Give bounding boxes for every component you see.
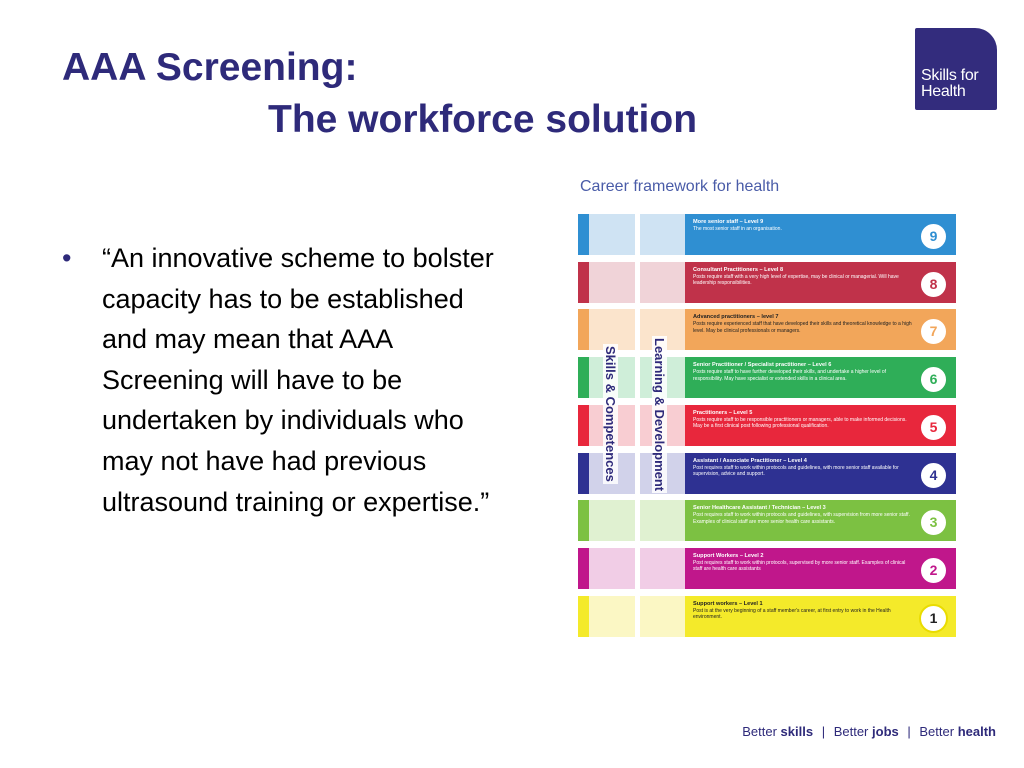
level-title: Practitioners – Level 5	[693, 409, 753, 416]
level-title: Support workers – Level 1	[693, 600, 763, 607]
level-band	[685, 548, 956, 589]
level-column-learning	[640, 548, 685, 589]
footer-better-2: Better	[833, 724, 869, 739]
level-band	[685, 596, 956, 637]
level-description: Post requires staff to work within protocols and guidelines, with supervision from more senior staff. Examples of clinical staff are more senior health care assistants.	[693, 512, 910, 525]
skills-competences-label: Learning & Development	[652, 338, 667, 492]
footer-jobs: jobs	[872, 724, 899, 739]
learning-development-label: Skills & Competences	[603, 346, 618, 482]
level-number-badge: 7	[919, 317, 948, 346]
level-stripe	[578, 453, 589, 494]
logo-line-2: Health	[921, 83, 966, 100]
level-column-learning	[640, 262, 685, 303]
level-description: Post requires staff to work within protocols, supervised by more senior staff. Examples of clinical staff are health care assistants	[693, 559, 906, 573]
logo-line-1: Skills for	[921, 67, 979, 84]
level-stripe	[578, 596, 589, 637]
level-description: The most senior staff in an organisation.	[693, 226, 782, 232]
title-line-1: AAA Screening:	[62, 46, 358, 89]
level-number-badge: 9	[919, 222, 948, 251]
level-title: Assistant / Associate Practitioner – Level 4	[693, 457, 807, 464]
framework-level-8	[578, 262, 956, 303]
level-number-badge: 2	[919, 556, 948, 585]
level-title: Senior Healthcare Assistant / Technician – Level 3	[693, 505, 826, 512]
framework-level-7	[578, 309, 956, 350]
level-description: Posts require staff to be responsible practitioners or managers, able to make informed decisions. May be a first clinical post following professional qualification.	[693, 416, 907, 430]
level-stripe	[578, 548, 589, 589]
footer-health: health	[957, 724, 996, 739]
framework-level-3	[578, 500, 956, 541]
footer-skills: skills	[780, 724, 814, 739]
footer-separator-2: |	[907, 724, 911, 739]
level-title: More senior staff – Level 9	[693, 219, 764, 225]
slide-title	[62, 42, 802, 146]
framework-level-6	[578, 357, 956, 398]
level-title: Consultant Practitioners – Level 8	[693, 266, 784, 273]
level-number-badge: 1	[919, 604, 948, 633]
level-stripe	[578, 500, 589, 541]
level-band	[685, 262, 956, 303]
level-number-badge: 6	[919, 365, 948, 394]
footer-tagline	[742, 724, 996, 739]
level-description: Posts require experienced staff that have developed their skills and theoretical knowledge to a high level. May be clinical professionals or managers.	[693, 321, 912, 334]
career-framework-diagram	[578, 210, 956, 640]
level-title: Senior Practitioner / Specialist practitioner – Level 6	[693, 362, 832, 369]
level-description: Posts require staff to have further developed their skills, and undertake a higher level of responsibility. May have specialist or extended skills in a clinical area.	[693, 369, 887, 382]
level-stripe	[578, 357, 589, 398]
level-description: Post requires staff to work within protocols and guidelines, with more senior staff available for supervision, advice and support.	[693, 464, 899, 477]
level-band	[685, 500, 956, 541]
level-column-learning	[640, 214, 685, 255]
title-line-2: The workforce solution	[268, 98, 698, 141]
level-description: Posts require staff with a very high level of expertise, may be clinical or managerial. Will have leadership responsibilities.	[693, 273, 899, 287]
framework-level-1	[578, 596, 956, 637]
level-number-badge: 3	[919, 508, 948, 537]
level-column-skills	[589, 596, 635, 637]
level-column-learning	[640, 596, 685, 637]
level-band	[685, 453, 956, 494]
level-description: Post is at the very beginning of a staff member's career, at first entry to work in the Health environment.	[693, 607, 891, 620]
level-number-badge: 8	[919, 270, 948, 299]
level-title: Support Workers – Level 2	[693, 552, 764, 559]
level-stripe	[578, 405, 589, 446]
level-column-learning	[640, 500, 685, 541]
level-stripe	[578, 309, 589, 350]
level-band	[685, 357, 956, 398]
level-band	[685, 214, 956, 255]
framework-level-9	[578, 214, 956, 255]
level-stripe	[578, 262, 589, 303]
footer-better-1: Better	[742, 724, 777, 739]
bullet-text: “An innovative scheme to bolster capacity has to be established and may mean that AAA Screening will have to be undertaken by individuals who may not have had previous ultrasound training or expertise.”	[102, 243, 494, 517]
level-stripe	[578, 214, 589, 255]
skills-for-health-logo	[915, 28, 997, 110]
footer-better-3: Better	[919, 724, 955, 739]
level-band	[685, 309, 956, 350]
framework-title: Career framework for health	[580, 178, 780, 195]
bullet-list	[62, 238, 502, 522]
level-column-skills	[589, 214, 635, 255]
footer-separator-1: |	[821, 724, 826, 739]
level-number-badge: 5	[919, 413, 948, 442]
level-number-badge: 4	[919, 461, 948, 490]
bullet-item	[62, 238, 502, 522]
level-column-skills	[589, 500, 635, 541]
level-column-skills	[589, 548, 635, 589]
framework-level-5	[578, 405, 956, 446]
level-title: Advanced practitioners – level 7	[693, 314, 779, 321]
framework-level-2	[578, 548, 956, 589]
level-column-skills	[589, 262, 635, 303]
framework-level-4	[578, 453, 956, 494]
bullet-dot-icon: •	[62, 243, 72, 273]
level-band	[685, 405, 956, 446]
